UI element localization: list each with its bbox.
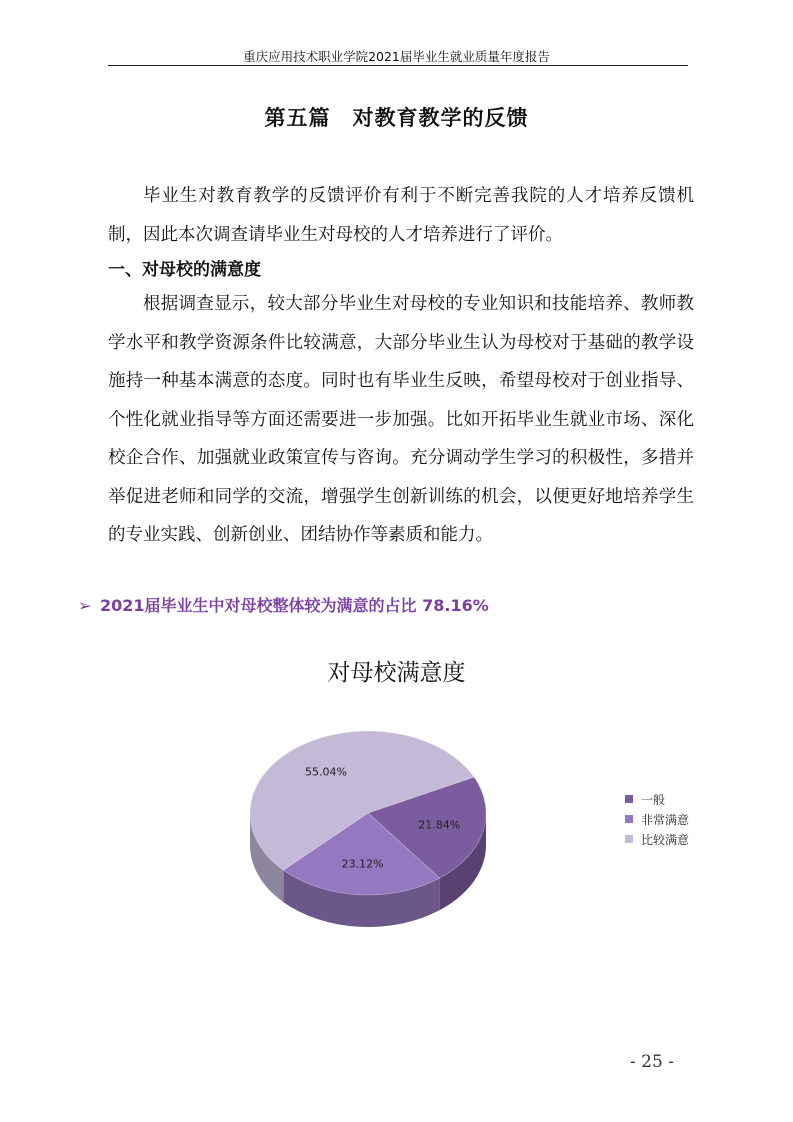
satisfaction-paragraph: 根据调查显示，较大部分毕业生对母校的专业知识和技能培养、教师教学水平和教学资源条件比较满意，大部分毕业生认为母校对于基础的教学设施持一种基本满意的态度。同时也有毕业生反映，希望母校对于创业指导、个性化就业指导等方面还需要进一步加强。比如开拓毕业生就业市场、深化校企合作、加强就业政策宣传与咨询。充分调动学生学习的积极性，多措并举促进老师和同学的交流，增强学生创新训练的机会，以便更好地培养学生的专业实践、创新创业、团结协作等素质和能力。 (108, 294, 694, 545)
intro-paragraph: 毕业生对教育教学的反馈评价有利于不断完善我院的人才培养反馈机制，因此本次调查请毕业生对母校的人才培养进行了评价。 (108, 186, 694, 245)
legend-item (625, 809, 689, 829)
legend-swatch (625, 795, 633, 803)
arrow-bullet-icon: ➢ (78, 596, 92, 615)
highlight-text: 2021届毕业生中对母校整体较为满意的占比 78.16% (100, 596, 489, 615)
legend-swatch (625, 835, 633, 843)
chart-title: 对母校满意度 (327, 660, 466, 686)
page-header: 重庆应用技术职业学院2021届毕业生就业质量年度报告 (243, 49, 550, 64)
legend-item (625, 789, 689, 809)
page-title: 第五篇 对教育教学的反馈 (264, 106, 529, 130)
legend-label: 非常满意 (641, 812, 690, 827)
legend-label: 一般 (641, 792, 666, 807)
legend-label: 比较满意 (641, 832, 690, 847)
data-label: 55.04% (304, 765, 347, 779)
data-label: 21.84% (418, 818, 461, 832)
pie-chart (240, 715, 510, 955)
legend-item (625, 829, 689, 849)
legend-swatch (625, 815, 633, 823)
section-heading: 一、对母校的满意度 (108, 260, 261, 280)
data-label: 23.12% (341, 857, 384, 871)
highlight-line (78, 593, 489, 616)
chart-legend (625, 789, 689, 849)
page-number: - 25 - (630, 1052, 674, 1072)
header-divider (108, 65, 688, 66)
